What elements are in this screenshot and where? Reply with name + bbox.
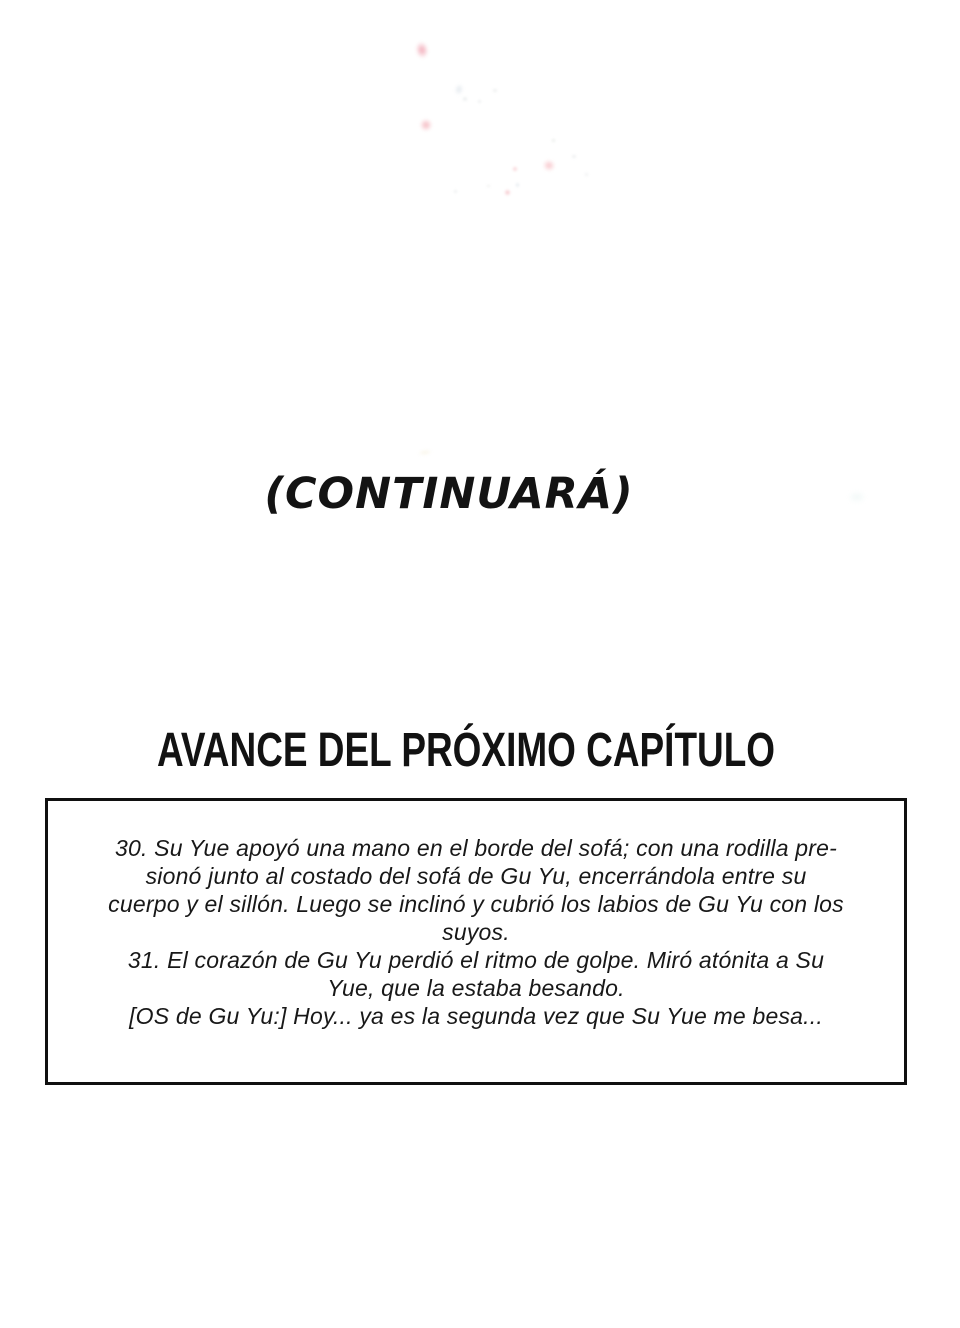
next-chapter-heading: AVANCE DEL PRÓXIMO CAPÍTULO [156,722,776,777]
preview-line: suyos. [442,919,510,945]
sakura-petal-faded [492,88,498,93]
preview-line: 31. El corazón de Gu Yu perdió el ritmo de golpe. Miró atónita a Su [127,947,825,973]
sakura-petal-faded [486,184,491,188]
sakura-petal [504,189,511,196]
sakura-petal-faded [477,99,482,104]
sakura-petal-faded [551,138,556,143]
preview-line: Yue, que la estaba besando. [327,975,625,1001]
sakura-petal [414,41,429,59]
sakura-petal [512,166,518,172]
sakura-petal-faded [584,172,589,177]
faint-speck [418,449,433,456]
preview-line: cuerpo y el sillón. Luego se inclinó y cubrió los labios de Gu Yu con los [108,891,844,917]
sakura-petal [541,158,556,172]
sakura-petal-faded [462,96,468,102]
to-be-continued-text: (CONTINUARÁ) [264,469,634,519]
sakura-petal-faded [453,189,458,194]
sakura-petal-faded [571,154,577,159]
sakura-petal-faded [515,182,520,188]
sakura-petal [420,119,432,131]
preview-line: 30. Su Yue apoyó una mano en el borde del sofá; con una rodilla pre- [115,835,837,861]
preview-box [45,798,907,1085]
sakura-petal-faded [454,83,465,96]
preview-line: [OS de Gu Yu:] Hoy... ya es la segunda vez que Su Yue me besa... [129,1003,823,1029]
preview-line: sionó junto al costado del sofá de Gu Yu, encerrándola entre su [145,863,807,889]
